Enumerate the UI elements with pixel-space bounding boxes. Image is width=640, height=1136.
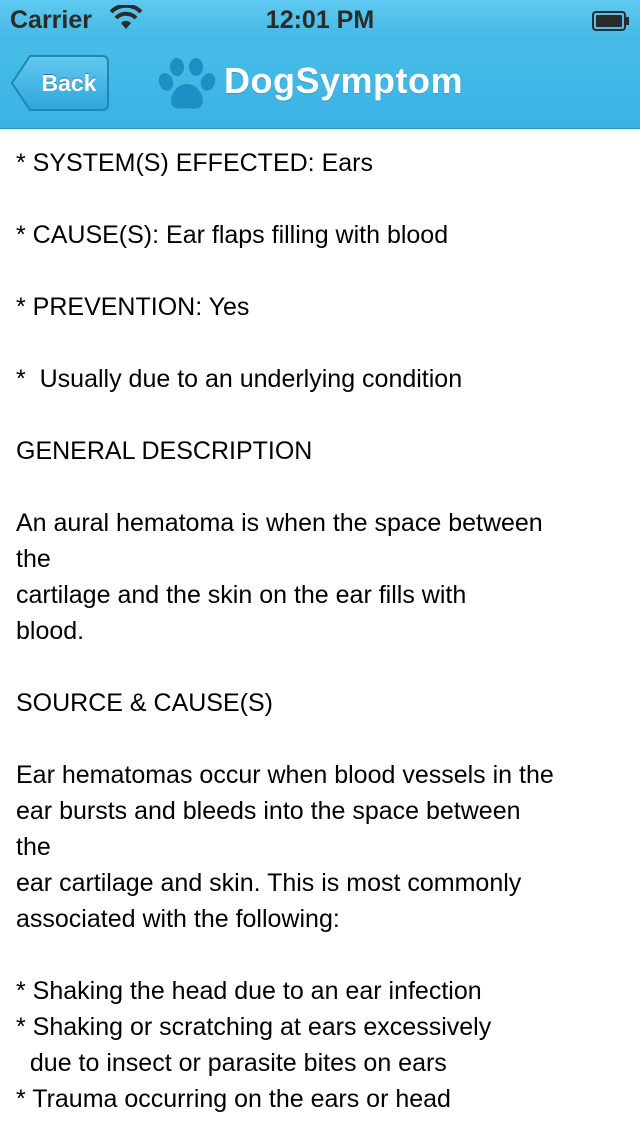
text-line: cartilage and the skin on the ear fills with (16, 581, 467, 609)
back-button-label: Back (41, 70, 97, 96)
status-bar (0, 0, 640, 40)
blank-line (16, 325, 628, 361)
text-line: the (16, 833, 51, 861)
text-line: associated with the following: (16, 905, 340, 933)
navigation-bar (0, 40, 640, 129)
text-line: * Shaking or scratching at ears excessively (16, 1013, 492, 1041)
carrier-label: Carrier (10, 6, 92, 34)
text-line: * PREVENTION: Yes (16, 293, 250, 321)
blank-line (16, 253, 628, 289)
blank-line (16, 937, 628, 973)
blank-line (16, 181, 628, 217)
text-line: * Usually due to an underlying condition (16, 365, 463, 393)
text-line: the (16, 545, 51, 573)
app-title: DogSymptom (224, 60, 463, 101)
status-time: 12:01 PM (265, 6, 375, 34)
text-line: SOURCE & CAUSE(S) (16, 689, 273, 717)
text-line: * CAUSE(S): Ear flaps filling with blood (16, 221, 449, 249)
text-line: ear bursts and bleeds into the space between (16, 797, 521, 825)
blank-line (16, 721, 628, 757)
text-line: blood. (16, 617, 85, 645)
text-line: due to insect or parasite bites on ears (16, 1049, 447, 1077)
blank-line (16, 649, 628, 685)
text-line: ear cartilage and skin. This is most commonly (16, 869, 522, 897)
paw-icon (158, 56, 216, 112)
text-line: Ear hematomas occur when blood vessels in the (16, 761, 554, 789)
text-line: GENERAL DESCRIPTION (16, 437, 313, 465)
symptom-detail-text (16, 145, 628, 1117)
blank-line (16, 397, 628, 433)
text-line: * Shaking the head due to an ear infection (16, 977, 482, 1005)
text-line: An aural hematoma is when the space between (16, 509, 543, 537)
text-line: * Trauma occurring on the ears or head (16, 1085, 451, 1113)
back-button[interactable] (10, 54, 110, 112)
text-line: * SYSTEM(S) EFFECTED: Ears (16, 149, 373, 177)
blank-line (16, 469, 628, 505)
battery-icon (592, 9, 630, 29)
